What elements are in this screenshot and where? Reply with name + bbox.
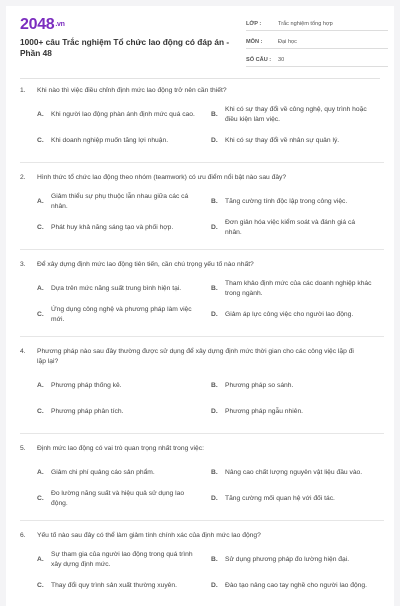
answer-option[interactable] [211,375,383,397]
answer-options [37,104,384,156]
answer-text: Sự tham gia của người lao động trong quá trình xây dựng định mức. [51,551,193,568]
answer-letter: D. [211,408,218,415]
question-divider [20,520,384,521]
answer-text: Nâng cao chất lượng nguyên vật liệu đầu vào. [225,469,363,476]
answer-option[interactable] [211,488,383,510]
answer-letter: A. [37,198,44,205]
question-item [20,347,384,434]
answer-options [37,375,384,427]
answer-text: Đo lường năng suất và hiệu quả sử dụng lao động. [51,490,185,507]
answer-option[interactable] [37,462,209,484]
answer-options [37,462,384,514]
answer-option[interactable] [37,488,209,510]
answer-option[interactable] [37,278,209,300]
meta-class-row [246,15,388,31]
question-list [20,86,384,606]
answer-option[interactable] [37,375,209,397]
answer-text: Khi doanh nghiệp muốn tăng lợi nhuận. [51,137,169,144]
answer-letter: A. [37,556,44,563]
site-logo[interactable] [20,16,65,34]
answer-option[interactable] [211,401,383,423]
answer-option[interactable] [211,549,383,571]
answer-text: Khi có sự thay đổi về nhân sự quản lý. [225,137,340,144]
question-text: Phương pháp nào sau đây thường được sử dụng để xây dựng định mức thời gian cho các công việc lặp đi lặp lại? [37,348,354,365]
answer-letter: D. [211,224,218,231]
meta-subject-value: Đại học [278,39,297,45]
answer-option[interactable] [211,191,383,213]
answer-text: Giảm chi phí quảng cáo sản phẩm. [51,469,155,476]
question-text: Định mức lao động có vai trò quan trọng nhất trong việc: [37,445,204,452]
meta-count-label: SỐ CÂU : [246,57,272,63]
question-number: 6. [20,532,26,539]
question-text-row [20,444,384,454]
answer-text: Dựa trên mức năng suất trung bình hiện tại. [51,285,182,292]
answer-option[interactable] [37,191,209,213]
document-header [6,6,394,74]
answer-text: Khi người lao động phàn ánh định mức quá cao. [51,111,195,118]
document-title: 1000+ câu Trắc nghiệm Tổ chức lao động có đáp án - Phần 48 [20,37,230,58]
answer-text: Phương pháp phân tích. [51,408,124,415]
answer-option[interactable] [211,304,383,326]
answer-option[interactable] [37,130,209,152]
answer-letter: D. [211,311,218,318]
meta-count-value: 30 [278,57,285,63]
question-text: Hình thức tổ chức lao động theo nhóm (teamwork) có ưu điểm nổi bật nào sau đây? [37,174,287,181]
answer-letter: A. [37,469,44,476]
answer-option[interactable] [211,130,383,152]
question-text: Yếu tố nào sau đây có thể làm giảm tính chính xác của định mức lao động? [37,532,261,539]
answer-letter: A. [37,382,44,389]
question-text: Để xây dựng định mức lao động tiên tiến, cần chú trọng yếu tố nào nhất? [37,261,254,268]
answer-letter: C. [37,137,44,144]
header-divider [20,78,380,79]
answer-letter: D. [211,495,218,502]
answer-options [37,191,384,243]
answer-text: Phương pháp thống kê. [51,382,122,389]
answer-text: Phương pháp ngẫu nhiên. [225,408,304,415]
answer-option[interactable] [211,575,383,597]
answer-text: Đơn giản hóa việc kiểm soát và đánh giá cá nhân. [225,219,356,236]
answer-option[interactable] [37,401,209,423]
question-divider [20,433,384,434]
question-item [20,173,384,250]
document-meta [246,15,388,69]
answer-text: Tham khảo định mức của các doanh nghiệp khác trong ngành. [225,280,372,297]
answer-letter: A. [37,285,44,292]
meta-class-label: LỚP : [246,21,262,27]
question-item [20,86,384,163]
question-item [20,260,384,337]
answer-option[interactable] [211,104,383,126]
meta-subject-row [246,33,388,49]
answer-text: Phương pháp so sánh. [225,382,294,389]
answer-option[interactable] [37,549,209,571]
answer-letter: C. [37,582,44,589]
answer-letter: D. [211,137,218,144]
answer-letter: D. [211,582,218,589]
question-divider [20,162,384,163]
logo-main: 2048 [20,16,55,33]
answer-text: Giảm thiểu sự phụ thuộc lẫn nhau giữa các cá nhân. [51,193,189,210]
answer-text: Ứng dụng công nghệ và phương pháp làm việc mới. [51,306,192,323]
answer-letter: C. [37,408,44,415]
question-number: 1. [20,87,26,94]
question-text-row [20,531,384,541]
answer-text: Tăng cường mối quan hệ với đối tác. [225,495,335,502]
answer-letter: B. [211,556,218,563]
answer-letter: C. [37,311,44,318]
answer-option[interactable] [37,304,209,326]
question-divider [20,336,384,337]
question-text: Khi nào thì việc điều chỉnh định mức lao động trở nên cần thiết? [37,87,227,94]
answer-letter: C. [37,224,44,231]
answer-options [37,278,384,330]
answer-option[interactable] [211,217,383,239]
question-text-row [20,86,384,96]
answer-option[interactable] [211,462,383,484]
question-text-row [20,173,384,183]
answer-letter: C. [37,495,44,502]
answer-text: Đào tạo nâng cao tay nghề cho người lao động. [225,582,367,589]
answer-letter: B. [211,198,218,205]
answer-text: Giảm áp lực công việc cho người lao động. [225,311,354,318]
answer-option[interactable] [211,278,383,300]
document-page [6,6,394,606]
question-number: 3. [20,261,26,268]
answer-letter: B. [211,111,218,118]
answer-option[interactable] [37,104,209,126]
answer-options [37,549,384,601]
question-number: 2. [20,174,26,181]
meta-count-row [246,51,388,67]
answer-text: Khi có sự thay đổi về công nghệ, quy trình hoặc điều kiện làm việc. [225,106,367,123]
answer-text: Phát huy khả năng sáng tạo và phối hợp. [51,224,174,231]
answer-letter: B. [211,382,218,389]
answer-letter: A. [37,111,44,118]
answer-text: Sử dụng phương pháp đo lường hiện đại. [225,556,350,563]
meta-subject-label: MÔN : [246,39,263,45]
question-number: 4. [20,348,26,355]
answer-letter: B. [211,469,218,476]
question-text-row [20,260,384,270]
answer-option[interactable] [37,575,209,597]
answer-text: Tăng cường tính độc lập trong công việc. [225,198,348,205]
question-text-row [20,347,384,367]
question-number: 5. [20,445,26,452]
logo-suffix: .vn [55,21,65,29]
answer-option[interactable] [37,217,209,239]
meta-class-value: Trắc nghiệm tổng hợp [278,21,333,27]
answer-text: Thay đổi quy trình sản xuất thường xuyên. [51,582,177,589]
question-item [20,444,384,521]
question-divider [20,249,384,250]
answer-letter: B. [211,285,218,292]
question-item [20,531,384,606]
